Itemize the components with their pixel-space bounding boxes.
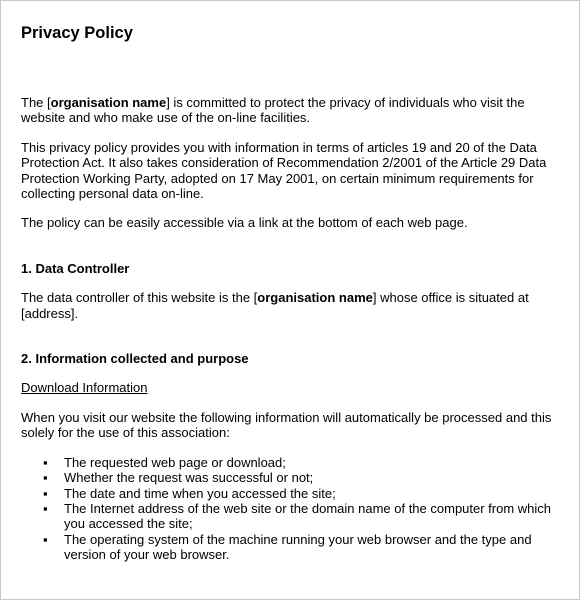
policy-access-paragraph: The policy can be easily accessible via a link at the bottom of each web page. <box>21 215 468 231</box>
bullet-icon: ▪ <box>43 531 48 547</box>
document-content <box>21 23 561 563</box>
list-item <box>21 532 561 563</box>
list-item <box>21 486 561 501</box>
controller-text-before: The data controller of this website is the [ <box>21 290 258 306</box>
controller-text-after: ] whose office is situated at [address]. <box>21 290 529 321</box>
intro-organisation-name: organisation name <box>50 95 167 110</box>
list-item-text: Whether the request was successful or not; <box>64 470 314 486</box>
page-title: Privacy Policy <box>21 24 133 42</box>
bullet-icon: ▪ <box>43 485 48 501</box>
list-item-text: The operating system of the machine running your web browser and the type and version of your web browser. <box>64 531 532 563</box>
section-heading-data-controller: 1. Data Controller <box>21 260 130 276</box>
list-item <box>21 470 561 485</box>
intro-paragraph <box>21 95 561 126</box>
data-protection-paragraph: This privacy policy provides you with information in terms of articles 19 and 20 of the Data Protection Act. It also takes consideration of Recommendation 2/2001 of the Article 29 Data Protection Working Party, adopted on 17 May 2001, on certain minimum requirements for collecting personal data on-line. <box>21 139 547 202</box>
data-controller-paragraph <box>21 290 561 321</box>
controller-organisation-name: organisation name <box>257 290 373 306</box>
intro-text-before: The [ <box>21 95 51 110</box>
list-item <box>21 501 561 532</box>
download-information-link[interactable]: Download Information <box>21 380 148 396</box>
bullet-icon: ▪ <box>43 454 48 470</box>
list-item <box>21 455 561 470</box>
list-item-text: The Internet address of the web site or the domain name of the computer from which you accessed the site; <box>64 500 552 532</box>
section-heading-information-collected: 2. Information collected and purpose <box>21 351 249 367</box>
intro-text-after: ] is committed to protect the privacy of individuals who visit the website and who make use of the on-line facilities. <box>21 95 525 126</box>
list-item-text: The date and time when you accessed the site; <box>64 485 336 501</box>
collected-information-list <box>21 455 561 563</box>
bullet-icon: ▪ <box>43 500 48 516</box>
bullet-icon: ▪ <box>43 470 48 486</box>
information-collected-paragraph: When you visit our website the following information will automatically be processed and this solely for the use of this association: <box>21 409 552 441</box>
list-item-text: The requested web page or download; <box>64 454 286 470</box>
